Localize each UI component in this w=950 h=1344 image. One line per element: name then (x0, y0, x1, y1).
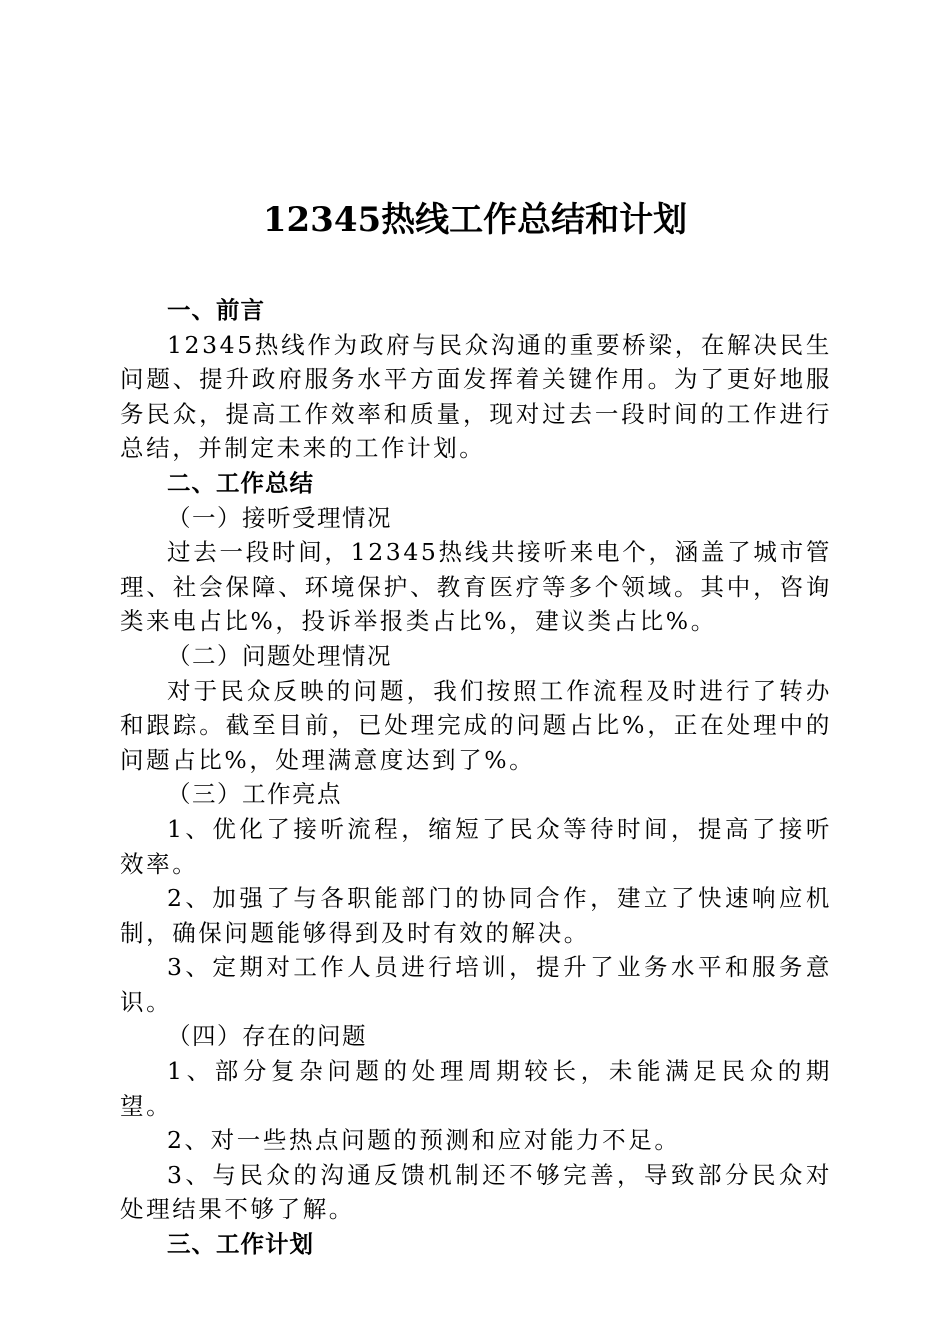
list-item-problem-3: 3、与民众的沟通反馈机制还不够完善，导致部分民众对处理结果不够了解。 (120, 1160, 832, 1224)
section-heading-preface: 一、前言 (167, 296, 265, 324)
subheading-issue-processing: （二）问题处理情况 (167, 641, 392, 670)
list-item-highlight-1: 1、优化了接听流程，缩短了民众等待时间，提高了接听效率。 (120, 814, 832, 878)
document-body (120, 293, 832, 1262)
list-item-problem-1: 1、部分复杂问题的处理周期较长，未能满足民众的期望。 (120, 1057, 832, 1120)
subheading-call-handling: （一）接听受理情况 (167, 503, 392, 532)
subheading-problems: （四）存在的问题 (167, 1022, 367, 1051)
subheading-highlights: （三）工作亮点 (167, 780, 342, 809)
list-item-highlight-3: 3、定期对工作人员进行培训，提升了业务水平和服务意识。 (120, 953, 832, 1016)
paragraph-issue-processing: 对于民众反映的问题，我们按照工作流程及时进行了转办和跟踪。截至目前，已处理完成的问题占比%，正在处理中的问题占比%，处理满意度达到了%。 (120, 676, 832, 774)
paragraph-call-handling: 过去一段时间，12345热线共接听来电个，涵盖了城市管理、社会保障、环境保护、教育医疗等多个领域。其中，咨询类来电占比%，投诉举报类占比%，建议类占比%。 (120, 538, 832, 636)
paragraph-preface: 12345热线作为政府与民众沟通的重要桥梁，在解决民生问题、提升政府服务水平方面发挥着关键作用。为了更好地服务民众，提高工作效率和质量，现对过去一段时间的工作进行总结，并制定未来的工作计划。 (120, 330, 832, 463)
list-item-highlight-2: 2、加强了与各职能部门的协同合作，建立了快速响应机制，确保问题能够得到及时有效的解决。 (120, 884, 832, 947)
list-item-problem-2: 2、对一些热点问题的预测和应对能力不足。 (167, 1126, 681, 1155)
section-heading-work-summary: 二、工作总结 (167, 468, 314, 497)
document-title: 12345热线工作总结和计划 (262, 200, 688, 240)
section-heading-work-plan: 三、工作计划 (167, 1230, 314, 1259)
